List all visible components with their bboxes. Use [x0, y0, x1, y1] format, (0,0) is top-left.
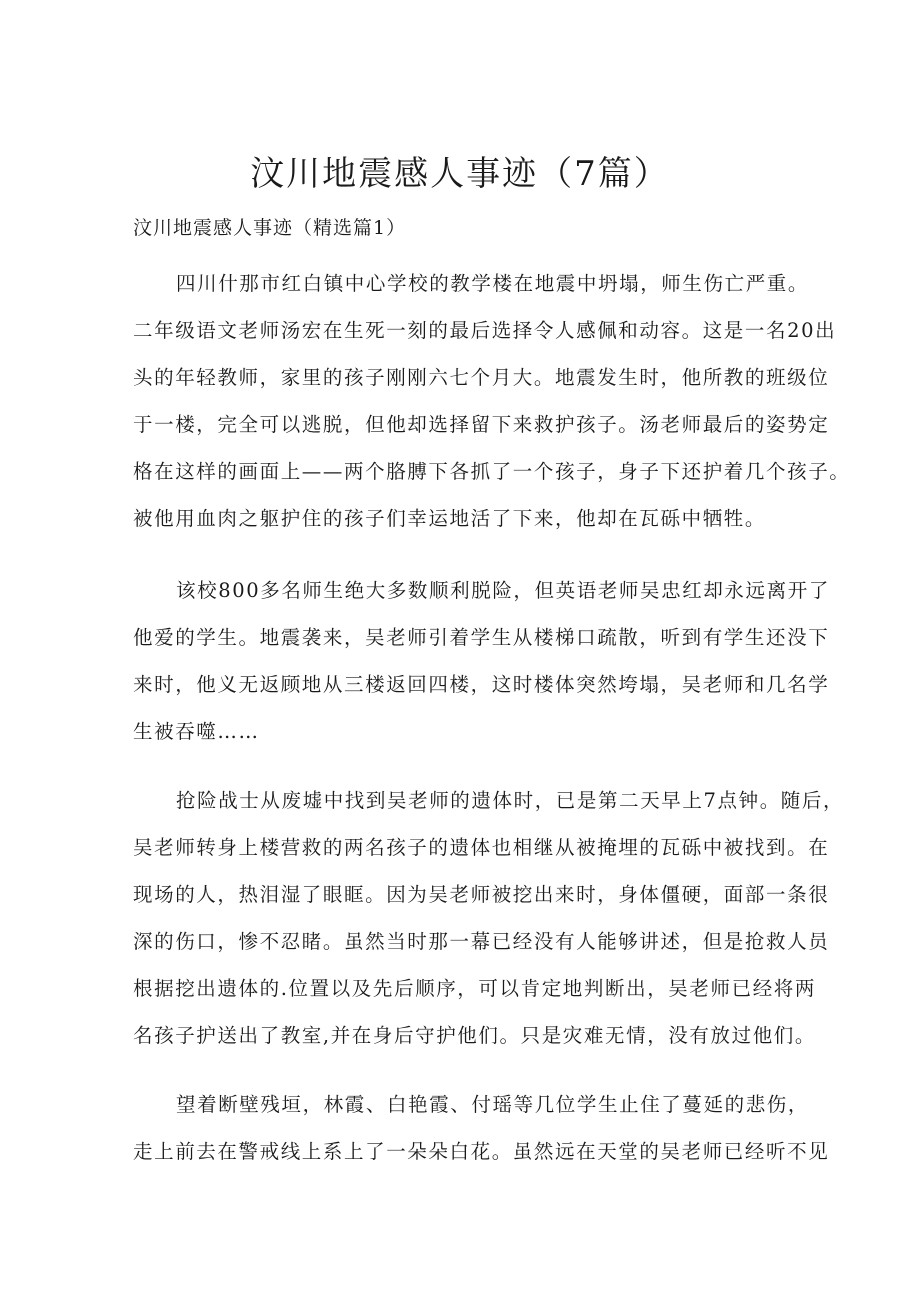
paragraph-line: 名孩子护送出了教室,并在身后守护他们。只是灾难无情，没有放过他们。: [133, 1024, 816, 1047]
paragraph-3: [133, 777, 845, 1059]
paragraph-line: 走上前去在警戒线上系上了一朵朵白花。虽然远在天堂的吴老师已经听不见: [133, 1140, 830, 1163]
paragraph-line: 深的伤口，惨不忍睹。虽然当时那一幕已经没有人能够讲述，但是抢救人员: [133, 930, 830, 953]
paragraph-line: 二年级语文老师汤宏在生死一刻的最后选择令人感佩和动容。这是一名20出: [133, 319, 837, 342]
paragraph-line: 四川什那市红白镇中心学校的教学楼在地震中坍塌，师生伤亡严重。: [176, 272, 810, 295]
paragraph-line: 被他用血肉之躯护住的孩子们幸运地活了下来，他却在瓦砾中牺牲。: [133, 507, 767, 530]
paragraph-2: [133, 567, 830, 755]
paragraph-line: 他爱的学生。地震袭来，吴老师引着学生从楼梯口疏散，听到有学生还没下: [133, 626, 830, 649]
section-heading: 汶川地震感人事迹（精选篇1）: [133, 217, 407, 239]
document-title: 汶川地震感人事迹（7篇）: [250, 154, 670, 194]
paragraph-1: [133, 260, 851, 542]
paragraph-line: 根据挖出遗体的.位置以及先后顺序，可以肯定地判断出，吴老师已经将两: [133, 977, 816, 1000]
paragraph-line: 吴老师转身上楼营救的两名孩子的遗体也相继从被掩埋的瓦砾中被找到。在: [133, 836, 830, 859]
paragraph-4: [133, 1081, 830, 1175]
paragraph-line: 现场的人，热泪湿了眼眶。因为吴老师被挖出来时，身体僵硬，面部一条很: [133, 883, 830, 906]
paragraph-line: 生被吞噬……: [133, 720, 260, 743]
paragraph-line: 于一楼，完全可以逃脱，但他却选择留下来救护孩子。汤老师最后的姿势定: [133, 413, 830, 436]
paragraph-line: 头的年轻教师，家里的孩子刚刚六七个月大。地震发生时，他所教的班级位: [133, 366, 830, 389]
paragraph-line: 格在这样的画面上——两个胳膊下各抓了一个孩子，身子下还护着几个孩子。: [133, 460, 851, 483]
paragraph-line: 该校800多名师生绝大多数顺利脱险，但英语老师吴忠红却永远离开了: [176, 579, 830, 602]
paragraph-line: 望着断壁残垣，林霞、白艳霞、付瑶等几位学生止住了蔓延的悲伤，: [176, 1093, 810, 1116]
paragraph-line: 来时，他义无返顾地从三楼返回四楼，这时楼体突然垮塌，吴老师和几名学: [133, 673, 830, 696]
paragraph-line: 抢险战士从废墟中找到吴老师的遗体时，已是第二天早上7点钟。随后，: [176, 789, 845, 812]
